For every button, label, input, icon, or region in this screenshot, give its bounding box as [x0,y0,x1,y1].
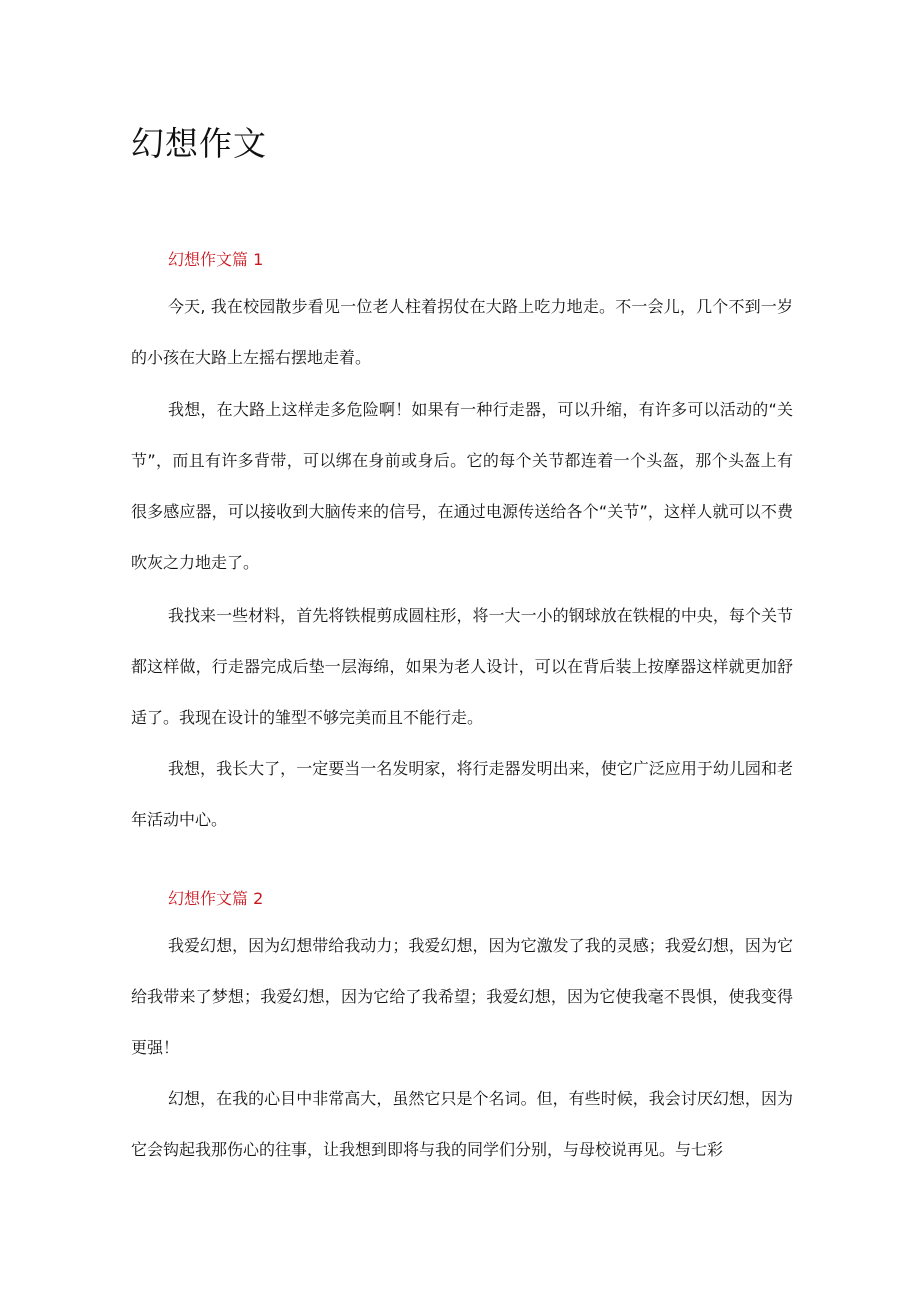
section-heading-1: 幻想作文篇 1 [168,250,264,269]
section-heading-2: 幻想作文篇 2 [168,889,264,908]
paragraph-2-2: 幻想，在我的心目中非常高大，虽然它只是个名词。但，有些时候，我会讨厌幻想，因为它会钩起我那伤心的往事，让我想到即将与我的同学们分别，与母校说再见。与七彩 [131,1089,793,1159]
paragraph-2-1: 我爱幻想，因为幻想带给我动力；我爱幻想，因为它激发了我的灵感；我爱幻想，因为它给我带来了梦想；我爱幻想，因为它给了我希望；我爱幻想，因为它使我毫不畏惧，使我变得更强！ [131,936,793,1057]
paragraph-1-3: 我找来一些材料，首先将铁棍剪成圆柱形，将一大一小的钢球放在铁棍的中央，每个关节都这样做，行走器完成后垫一层海绵，如果为老人设计，可以在背后装上按摩器这样就更加舒适了。我现在设计的雏型不够完美而且不能行走。 [131,606,793,727]
paragraph-1-1: 今天, 我在校园散步看见一位老人柱着拐仗在大路上吃力地走。不一会儿，几个不到一岁的小孩在大路上左摇右摆地走着。 [131,297,793,367]
page-title: 幻想作文 [131,124,267,163]
paragraph-1-4: 我想，我长大了，一定要当一名发明家，将行走器发明出来，使它广泛应用于幼儿园和老年活动中心。 [131,759,793,829]
paragraph-1-2: 我想，在大路上这样走多危险啊！如果有一种行走器，可以升缩，有许多可以活动的“关节”，而且有许多背带，可以绑在身前或身后。它的每个关节都连着一个头盔，那个头盔上有很多感应器，可以接收到大脑传来的信号，在通过电源传送给各个“关节”，这样人就可以不费吹灰之力地走了。 [131,400,793,572]
